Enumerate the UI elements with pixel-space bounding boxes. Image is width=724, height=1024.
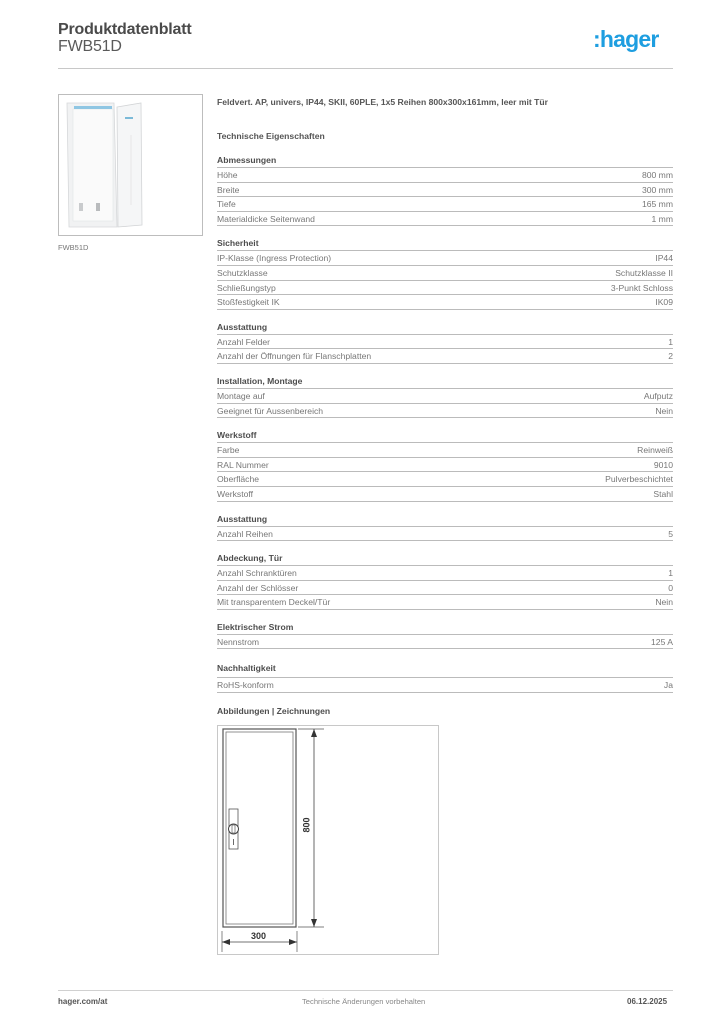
spec-label: IP-Klasse (Ingress Protection) (217, 253, 332, 264)
spec-value: Ja (663, 680, 673, 691)
spec-label: RoHS-konform (217, 680, 274, 691)
technical-drawing (217, 725, 439, 955)
spec-value: Stahl (653, 488, 673, 499)
footer-notice: Technische Änderungen vorbehalten (302, 997, 426, 1006)
section-heading: Installation, Montage (217, 375, 673, 389)
section-installation-montage (217, 375, 673, 418)
spec-row (217, 335, 673, 350)
width-dimension-label: 300 (251, 931, 267, 941)
spec-value: Pulverbeschichtet (605, 474, 673, 485)
spec-value: IK09 (655, 297, 673, 308)
spec-row (217, 458, 673, 473)
spec-row (217, 168, 673, 183)
spec-value: 2 (668, 351, 673, 362)
spec-label: Montage auf (217, 390, 265, 401)
section-sicherheit (217, 237, 673, 309)
spec-value: 125 A (651, 636, 673, 647)
spec-row (217, 472, 673, 487)
spec-label: Tiefe (217, 199, 236, 210)
spec-label: Geeignet für Aussenbereich (217, 405, 324, 416)
spec-label: Anzahl der Öffnungen für Flanschplatten (217, 351, 372, 362)
spec-row (217, 443, 673, 458)
spec-row (217, 487, 673, 502)
spec-value: 5 (668, 528, 673, 539)
section-nachhaltigkeit (217, 660, 673, 693)
spec-row (217, 635, 673, 650)
section-heading: Sicherheit (217, 237, 673, 251)
spec-row (217, 197, 673, 212)
spec-label: RAL Nummer (217, 459, 269, 470)
spec-row (217, 527, 673, 542)
spec-value: 1 mm (651, 213, 673, 224)
spec-label: Anzahl Schranktüren (217, 568, 297, 579)
spec-value: Reinweiß (637, 445, 673, 456)
spec-label: Schließungstyp (217, 282, 276, 293)
cabinet-photo-icon (59, 95, 202, 235)
spec-row (217, 595, 673, 610)
spec-label: Anzahl Felder (217, 336, 271, 347)
spec-value: Nein (655, 405, 673, 416)
footer-divider (58, 990, 673, 991)
spec-label: Anzahl Reihen (217, 528, 273, 539)
spec-value: Nein (655, 597, 673, 608)
spec-value: 9010 (653, 459, 673, 470)
spec-value: 3-Punkt Schloss (610, 282, 673, 293)
spec-row (217, 212, 673, 227)
product-code: FWB51D (58, 38, 122, 55)
spec-row (217, 349, 673, 364)
section-abmessungen (217, 154, 673, 226)
spec-label: Oberfläche (217, 474, 260, 485)
section-abdeckung-tuer (217, 552, 673, 610)
section-heading: Nachhaltigkeit (217, 660, 673, 678)
spec-value: 300 mm (641, 184, 673, 195)
logo-text: hager (599, 26, 659, 52)
spec-value: Schutzklasse II (615, 267, 673, 278)
section-ausstattung-2 (217, 513, 673, 542)
section-ausstattung (217, 321, 673, 364)
spec-value: 0 (668, 582, 673, 593)
drawings-title: Abbildungen | Zeichnungen (217, 706, 331, 716)
section-heading: Elektrischer Strom (217, 621, 673, 635)
technical-properties-title: Technische Eigenschaften (217, 131, 325, 141)
spec-value: 1 (668, 336, 673, 347)
product-description: Feldvert. AP, univers, IP44, SKII, 60PLE, 1x5 Reihen 800x300x161mm, leer mit Tür (217, 97, 549, 107)
spec-label: Höhe (217, 170, 238, 180)
spec-row (217, 183, 673, 198)
spec-row (217, 678, 673, 693)
spec-value: IP44 (655, 253, 673, 264)
section-heading: Abmessungen (217, 154, 673, 168)
section-heading: Ausstattung (217, 321, 673, 335)
spec-label: Materialdicke Seitenwand (217, 213, 315, 224)
spec-table (217, 154, 673, 704)
spec-value: Aufputz (643, 390, 673, 401)
section-werkstoff (217, 429, 673, 501)
spec-row (217, 295, 673, 310)
spec-row (217, 281, 673, 296)
spec-value: 800 mm (641, 170, 673, 180)
spec-value: 1 (668, 568, 673, 579)
height-dimension-label: 800 (301, 817, 312, 833)
logo-colon-icon: : (593, 26, 600, 52)
spec-row (217, 266, 673, 281)
footer-date: 06.12.2025 (627, 997, 668, 1006)
footer-website-link[interactable]: hager.com/at (58, 997, 108, 1006)
section-elektrischer-strom (217, 621, 673, 650)
product-image (58, 94, 203, 236)
spec-label: Nennstrom (217, 636, 260, 647)
spec-label: Anzahl der Schlösser (217, 582, 299, 593)
document-title: Produktdatenblatt (58, 21, 192, 38)
spec-label: Breite (217, 184, 240, 195)
spec-row (217, 404, 673, 419)
hager-logo (593, 28, 659, 51)
section-heading: Werkstoff (217, 429, 673, 443)
section-heading: Abdeckung, Tür (217, 552, 673, 566)
spec-row (217, 581, 673, 596)
header-divider (58, 68, 673, 69)
spec-label: Schutzklasse (217, 267, 268, 278)
section-heading: Ausstattung (217, 513, 673, 527)
spec-row (217, 566, 673, 581)
spec-label: Werkstoff (217, 488, 253, 499)
spec-value: 165 mm (641, 199, 673, 210)
spec-row (217, 389, 673, 404)
spec-row (217, 251, 673, 266)
spec-label: Stoßfestigkeit IK (217, 297, 280, 308)
spec-label: Farbe (217, 445, 240, 456)
cabinet-dimension-drawing-icon (218, 726, 438, 954)
product-image-caption: FWB51D (58, 243, 89, 252)
spec-label: Mit transparentem Deckel/Tür (217, 597, 331, 608)
